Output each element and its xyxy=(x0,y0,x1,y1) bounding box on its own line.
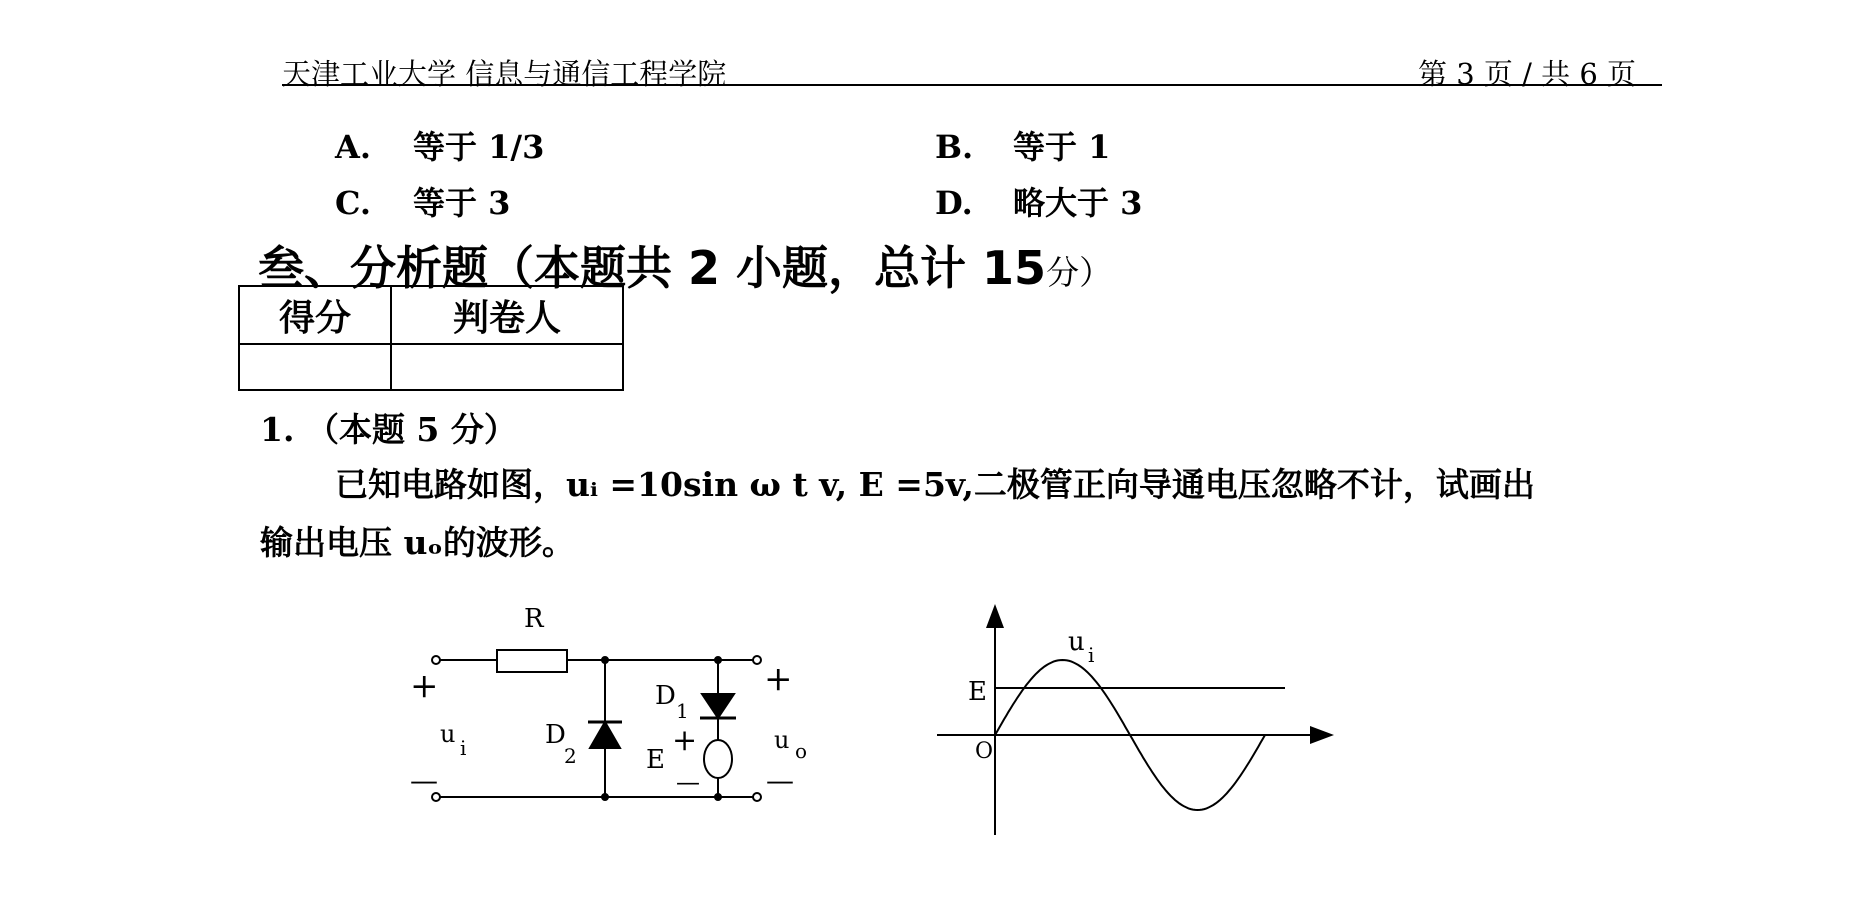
junction-dot xyxy=(602,657,608,663)
signal-label-sub: i xyxy=(1088,643,1095,667)
input-minus: — xyxy=(410,764,438,797)
d1-label: D xyxy=(655,681,676,711)
junction-dot xyxy=(602,794,608,800)
d1-label-sub: 1 xyxy=(676,699,689,723)
origin-label: O xyxy=(975,739,994,764)
circuit-diagram xyxy=(432,650,761,801)
diode-d2 xyxy=(590,722,620,748)
score-header: 得分 xyxy=(239,286,391,344)
x-axis-arrow xyxy=(1310,726,1334,744)
d2-label-sub: 2 xyxy=(564,744,577,768)
waveform-diagram xyxy=(937,604,1334,835)
junction-dot xyxy=(715,657,721,663)
circuit-labels xyxy=(410,604,807,797)
section-title-main: 叁、分析题（本题共 2 小题，总计 15 xyxy=(258,241,1047,295)
resistor xyxy=(497,650,567,672)
option-letter: C. xyxy=(335,184,372,222)
terminal xyxy=(432,656,440,664)
output-plus: + xyxy=(764,659,793,699)
header-page-info: 第 3 页 / 共 6 页 xyxy=(1418,57,1636,91)
diode-d1 xyxy=(702,694,734,718)
grader-header: 判卷人 xyxy=(391,286,623,344)
signal-label: u xyxy=(1068,627,1085,657)
option-letter: A. xyxy=(335,128,371,166)
input-plus: + xyxy=(410,666,439,706)
output-minus: — xyxy=(766,764,794,797)
option-text: 等于 1/3 xyxy=(413,128,545,166)
source-minus: — xyxy=(676,768,700,796)
option-letter: D. xyxy=(935,184,973,222)
section-title-suffix: 分） xyxy=(1046,253,1113,292)
source-label: E xyxy=(646,745,665,775)
d2-label: D xyxy=(545,720,566,750)
output-label: u xyxy=(774,726,790,754)
voltage-source xyxy=(704,740,732,778)
source-plus: + xyxy=(672,723,698,758)
y-axis-arrow xyxy=(986,604,1004,628)
header-school: 天津工业大学 信息与通信工程学院 xyxy=(282,57,727,91)
input-label: u xyxy=(440,720,456,748)
option-text: 等于 3 xyxy=(413,184,511,222)
terminal xyxy=(753,793,761,801)
question-line-1: 已知电路如图，uᵢ =10sin ω t v, E =5v,二极管正向导通电压忽略不计，试画出 xyxy=(335,465,1535,504)
input-label-sub: i xyxy=(460,736,467,760)
option-text: 略大于 3 xyxy=(1013,184,1143,222)
option-text: 等于 1 xyxy=(1013,128,1111,166)
junction-dot xyxy=(715,794,721,800)
e-label: E xyxy=(968,677,987,707)
question-number: 1. （本题 5 分） xyxy=(260,410,517,449)
output-label-sub: o xyxy=(795,739,808,763)
waveform-labels xyxy=(968,627,1094,764)
resistor-label: R xyxy=(524,604,544,634)
question-line-2: 输出电压 uₒ的波形。 xyxy=(260,523,575,562)
option-letter: B. xyxy=(935,128,974,166)
terminal xyxy=(753,656,761,664)
